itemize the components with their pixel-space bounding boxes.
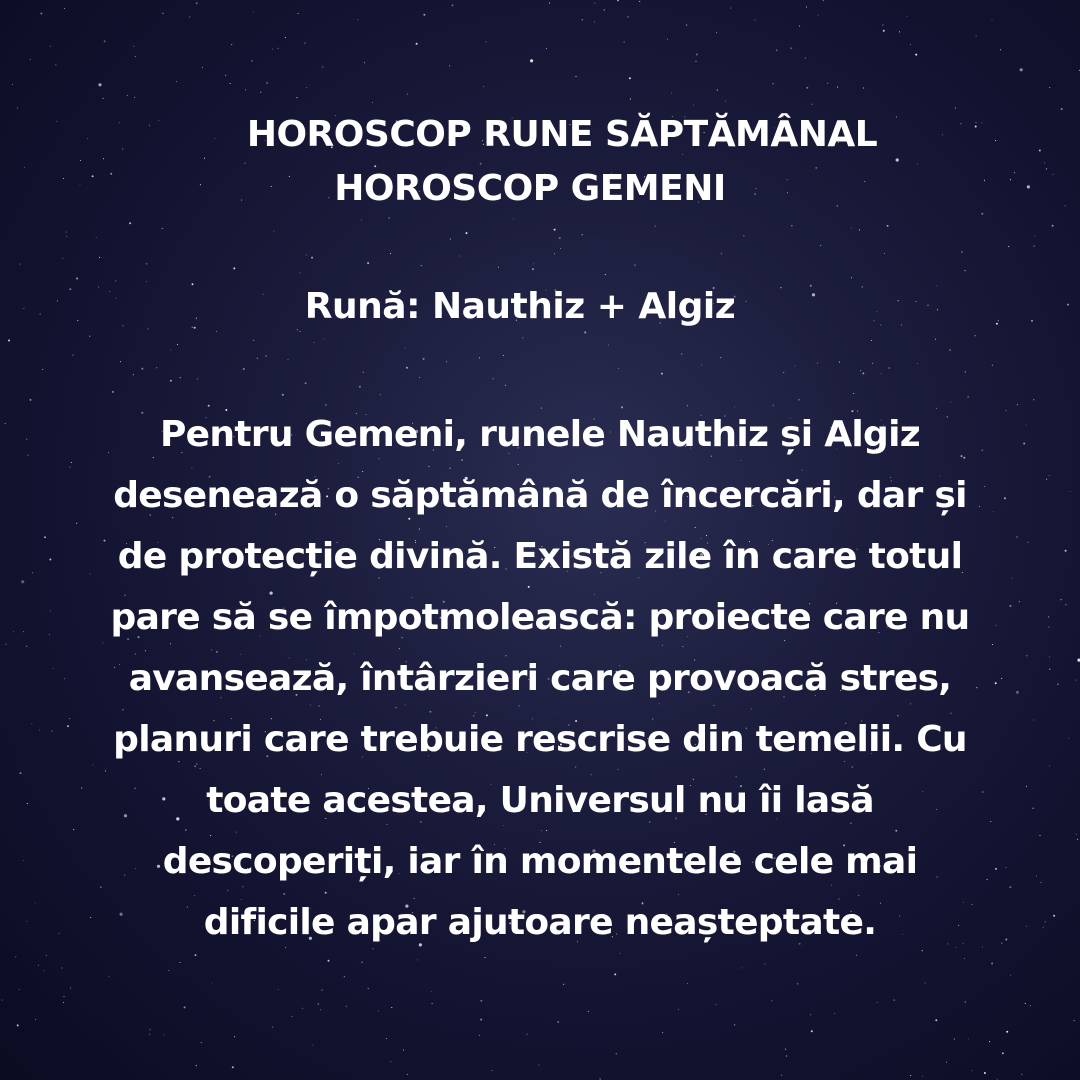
rune-heading: Rună: Nauthiz + Algiz xyxy=(304,286,736,327)
body-line: Pentru Gemeni, runele Nauthiz și Algiz xyxy=(159,414,921,455)
body-line: dificile apar ajutoare neașteptate. xyxy=(203,902,877,943)
body-line: toate acestea, Universul nu îi lasă xyxy=(206,780,874,821)
body-line: pare să se împotmolească: proiecte care nu xyxy=(110,597,970,638)
body-line: desenează o săptămână de încercări, dar și xyxy=(113,475,967,516)
body-line: avansează, întârzieri care provoacă stres, xyxy=(128,658,952,699)
body-line: descoperiți, iar în momentele cele mai xyxy=(162,841,918,882)
horoscope-body xyxy=(30,404,1050,953)
page-title: HOROSCOP RUNE SĂPTĂMÂNAL xyxy=(246,114,878,155)
body-line: planuri care trebuie rescrise din temelii. Cu xyxy=(113,719,967,760)
page-subtitle: HOROSCOP GEMENI xyxy=(334,168,726,209)
body-line: de protecție divină. Există zile în care totul xyxy=(117,536,963,577)
